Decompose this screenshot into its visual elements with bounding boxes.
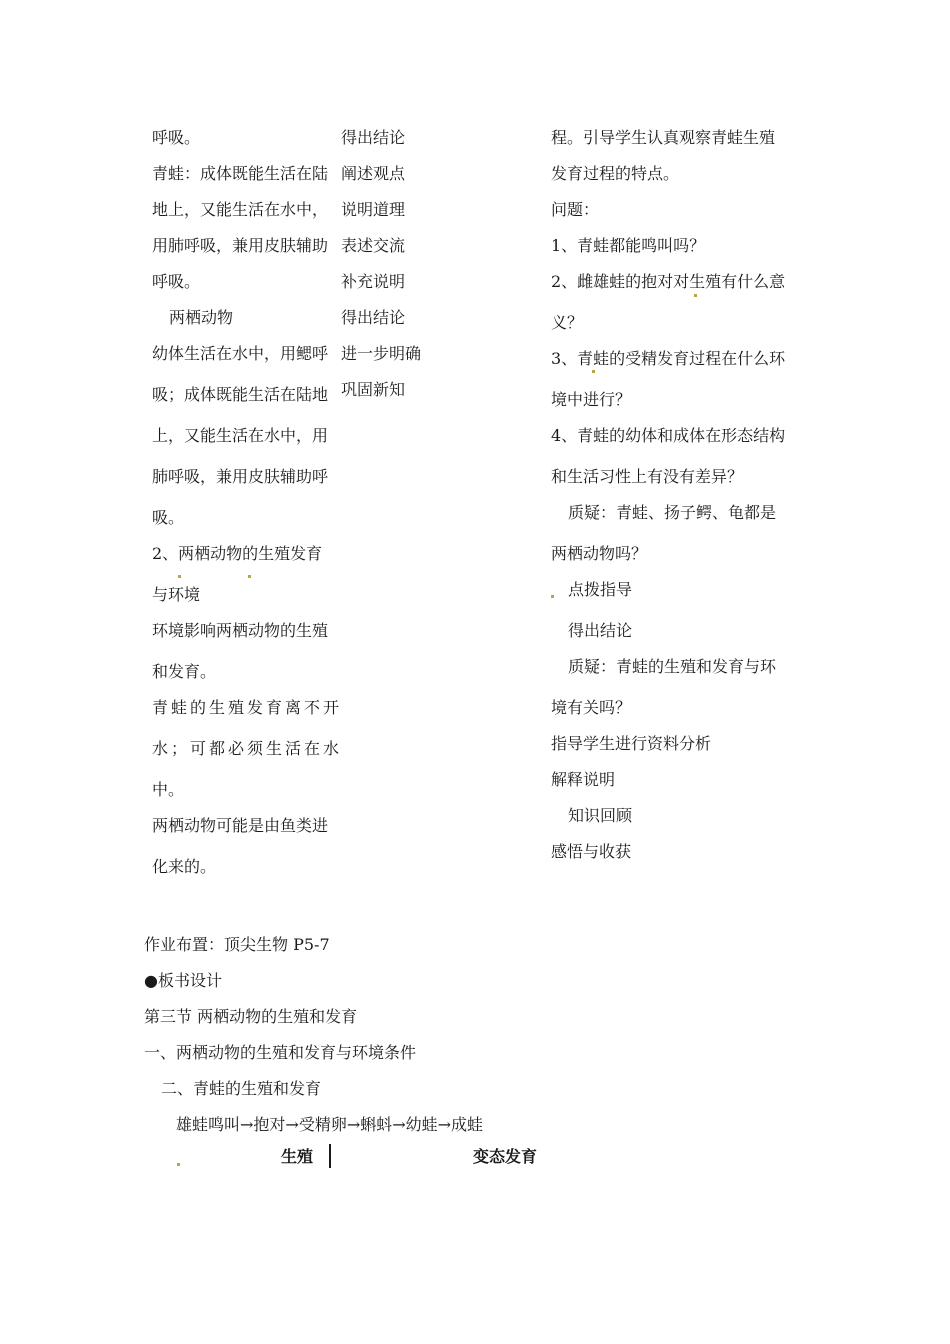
text-line: 说明道理 [341, 200, 406, 219]
speck-mark [177, 1163, 180, 1166]
text-line: 2、雌雄蛙的抱对对生殖有什么意 [551, 272, 786, 291]
text-line: 与环境 [152, 585, 201, 604]
text-line: 巩固新知 [341, 380, 406, 399]
outline-point-two: 二、青蛙的生殖和发育 [161, 1079, 322, 1098]
text-line: 程。引导学生认真观察青蛙生殖 [551, 128, 776, 147]
text-line: 进一步明确 [341, 344, 422, 363]
text-line: 环境影响两栖动物的生殖 [152, 621, 329, 640]
section-title: 第三节 两栖动物的生殖和发育 [144, 1007, 358, 1026]
homework-line: 作业布置：顶尖生物 P5-7 [144, 935, 330, 954]
text-line: 青蛙：成体既能生活在陆 [152, 164, 329, 183]
text-line: 3、青蛙的受精发育过程在什么环 [551, 349, 786, 368]
text-line: 2、两栖动物的生殖发育 [152, 544, 323, 563]
text-line: 境中进行？ [551, 390, 632, 409]
text-line: 呼吸。 [152, 272, 201, 291]
text-line: 和生活习性上有没有差异？ [551, 467, 744, 486]
text-line: 知识回顾 [568, 806, 633, 825]
text-line: 和发育。 [152, 662, 217, 681]
text-line: 上，又能生活在水中，用 [152, 426, 329, 445]
development-sequence: 雄蛙鸣叫→抱对→受精卵→蝌蚪→幼蛙→成蛙 [176, 1115, 484, 1134]
text-line: 青蛙的生殖发育离不开 [152, 698, 343, 717]
text-line: 阐述观点 [341, 164, 406, 183]
outline-point-one: 一、两栖动物的生殖和发育与环境条件 [144, 1043, 417, 1062]
text-line: 吸。 [152, 508, 185, 527]
text-line: 4、青蛙的幼体和成体在形态结构 [551, 426, 786, 445]
text-line: 解释说明 [551, 770, 616, 789]
text-line: 表述交流 [341, 236, 406, 255]
text-line: 发育过程的特点。 [551, 164, 680, 183]
speck-mark [592, 370, 595, 373]
text-line: 肺呼吸，兼用皮肤辅助呼 [152, 467, 329, 486]
middle-column [341, 120, 461, 408]
reproduction-label: 生殖 [281, 1147, 314, 1166]
text-line: 两栖动物吗？ [551, 544, 648, 563]
text-line: 指导学生进行资料分析 [551, 734, 712, 753]
text-line: 幼体生活在水中，用鳃呼 [152, 344, 329, 363]
text-line: 用肺呼吸，兼用皮肤辅助 [152, 236, 329, 255]
text-line: 质疑：青蛙的生殖和发育与环 [568, 657, 777, 676]
text-line: 1、青蛙都能鸣叫吗？ [551, 236, 706, 255]
speck-mark [694, 294, 697, 297]
text-line: 境有关吗？ [551, 698, 632, 717]
text-line: 得出结论 [568, 621, 633, 640]
text-line: 得出结论 [341, 308, 406, 327]
divider-line [329, 1144, 331, 1168]
board-design-heading: ●板书设计 [144, 971, 222, 990]
text-line: 水；可都必须生活在水 [152, 739, 343, 758]
board-design-section [144, 927, 744, 1143]
text-line: 吸；成体既能生活在陆地 [152, 385, 329, 404]
text-line: 两栖动物可能是由鱼类进 [152, 816, 329, 835]
text-line: 两栖动物 [169, 308, 234, 327]
speck-mark [178, 575, 181, 578]
text-line: 地上，又能生活在水中， [152, 200, 329, 219]
speck-mark [551, 595, 554, 598]
text-line: 中。 [152, 780, 185, 799]
text-line: 义？ [551, 313, 584, 332]
metamorphosis-label: 变态发育 [473, 1147, 538, 1166]
speck-mark [248, 575, 251, 578]
text-line: 补充说明 [341, 272, 406, 291]
text-line: 呼吸。 [152, 128, 201, 147]
left-column [152, 120, 342, 885]
sequence-labels [0, 1140, 950, 1176]
text-line: 质疑：青蛙、扬子鳄、龟都是 [568, 503, 777, 522]
text-line: 点拨指导 [568, 580, 633, 599]
text-line: 得出结论 [341, 128, 406, 147]
text-line: 化来的。 [152, 857, 217, 876]
right-column [551, 120, 811, 870]
text-line: 感悟与收获 [551, 842, 632, 861]
text-line: 问题： [551, 200, 600, 219]
